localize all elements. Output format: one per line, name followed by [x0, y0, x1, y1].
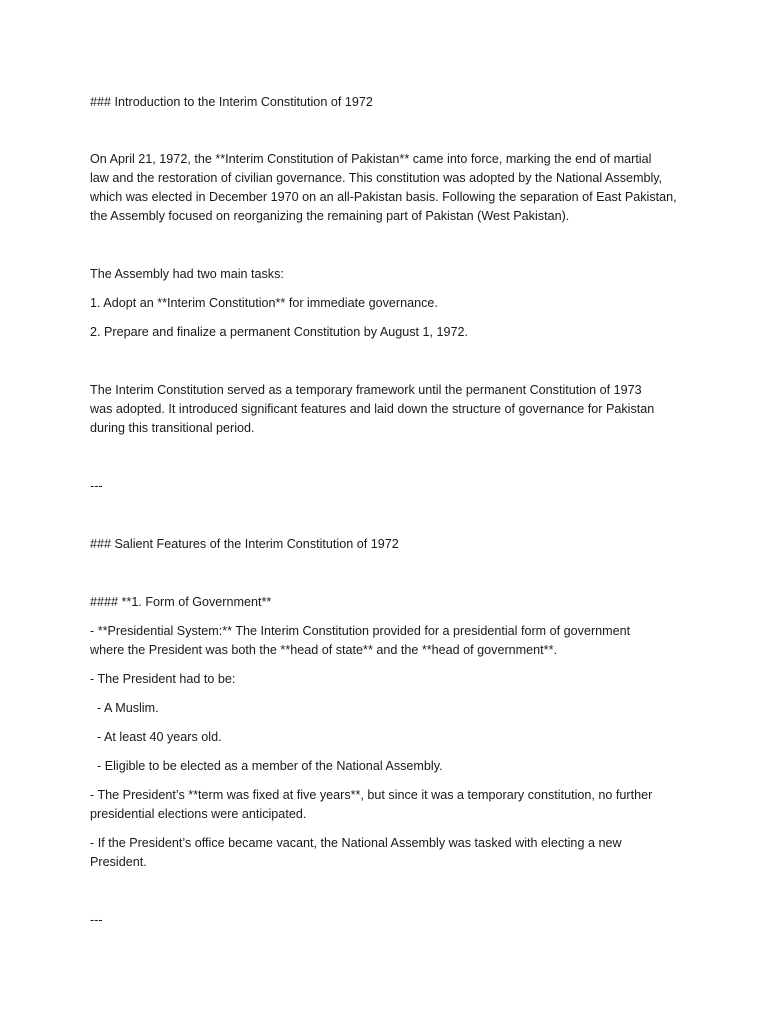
- framework-paragraph-line-2: was adopted. It introduced significant features and laid down the structure of governance for Pakistan: [90, 402, 655, 416]
- framework-paragraph-line-1: The Interim Constitution served as a temporary framework until the permanent Constitution of 1973: [90, 383, 642, 397]
- intro-heading: ### Introduction to the Interim Constitution of 1972: [90, 95, 373, 109]
- intro-paragraph-line-1: On April 21, 1972, the **Interim Constitution of Pakistan** came into force, marking the end of martial: [90, 152, 652, 166]
- tasks-intro: The Assembly had two main tasks:: [90, 267, 284, 281]
- vacancy-line-2: President.: [90, 855, 147, 869]
- features-heading: ### Salient Features of the Interim Constitution of 1972: [90, 537, 399, 551]
- presidential-system-line-1: - **Presidential System:** The Interim Constitution provided for a presidential form of government: [90, 624, 631, 638]
- framework-paragraph-line-3: during this transitional period.: [90, 421, 255, 435]
- requirement-age: - At least 40 years old.: [90, 730, 222, 744]
- vacancy-line-1: - If the President’s office became vacant, the National Assembly was tasked with electing a new: [90, 836, 622, 850]
- intro-paragraph-line-2: law and the restoration of civilian governance. This constitution was adopted by the National Assembly,: [90, 171, 663, 185]
- intro-paragraph-line-4: the Assembly focused on reorganizing the remaining part of Pakistan (West Pakistan).: [90, 209, 570, 223]
- form-of-government-heading: #### **1. Form of Government**: [90, 595, 272, 609]
- separator-1: ---: [90, 479, 103, 493]
- president-requirements-intro: - The President had to be:: [90, 672, 236, 686]
- term-line-2: presidential elections were anticipated.: [90, 807, 307, 821]
- presidential-system-line-2: where the President was both the **head of state** and the **head of government**.: [90, 643, 557, 657]
- intro-paragraph-line-3: which was elected in December 1970 on an all-Pakistan basis. Following the separation of East Pakistan,: [90, 190, 677, 204]
- separator-2: ---: [90, 913, 103, 927]
- term-line-1: - The President’s **term was fixed at five years**, but since it was a temporary constitution, no further: [90, 788, 653, 802]
- task-item-2: 2. Prepare and finalize a permanent Constitution by August 1, 1972.: [90, 325, 469, 339]
- requirement-muslim: - A Muslim.: [90, 701, 159, 715]
- task-item-1: 1. Adopt an **Interim Constitution** for immediate governance.: [90, 296, 438, 310]
- requirement-eligible: - Eligible to be elected as a member of the National Assembly.: [90, 759, 443, 773]
